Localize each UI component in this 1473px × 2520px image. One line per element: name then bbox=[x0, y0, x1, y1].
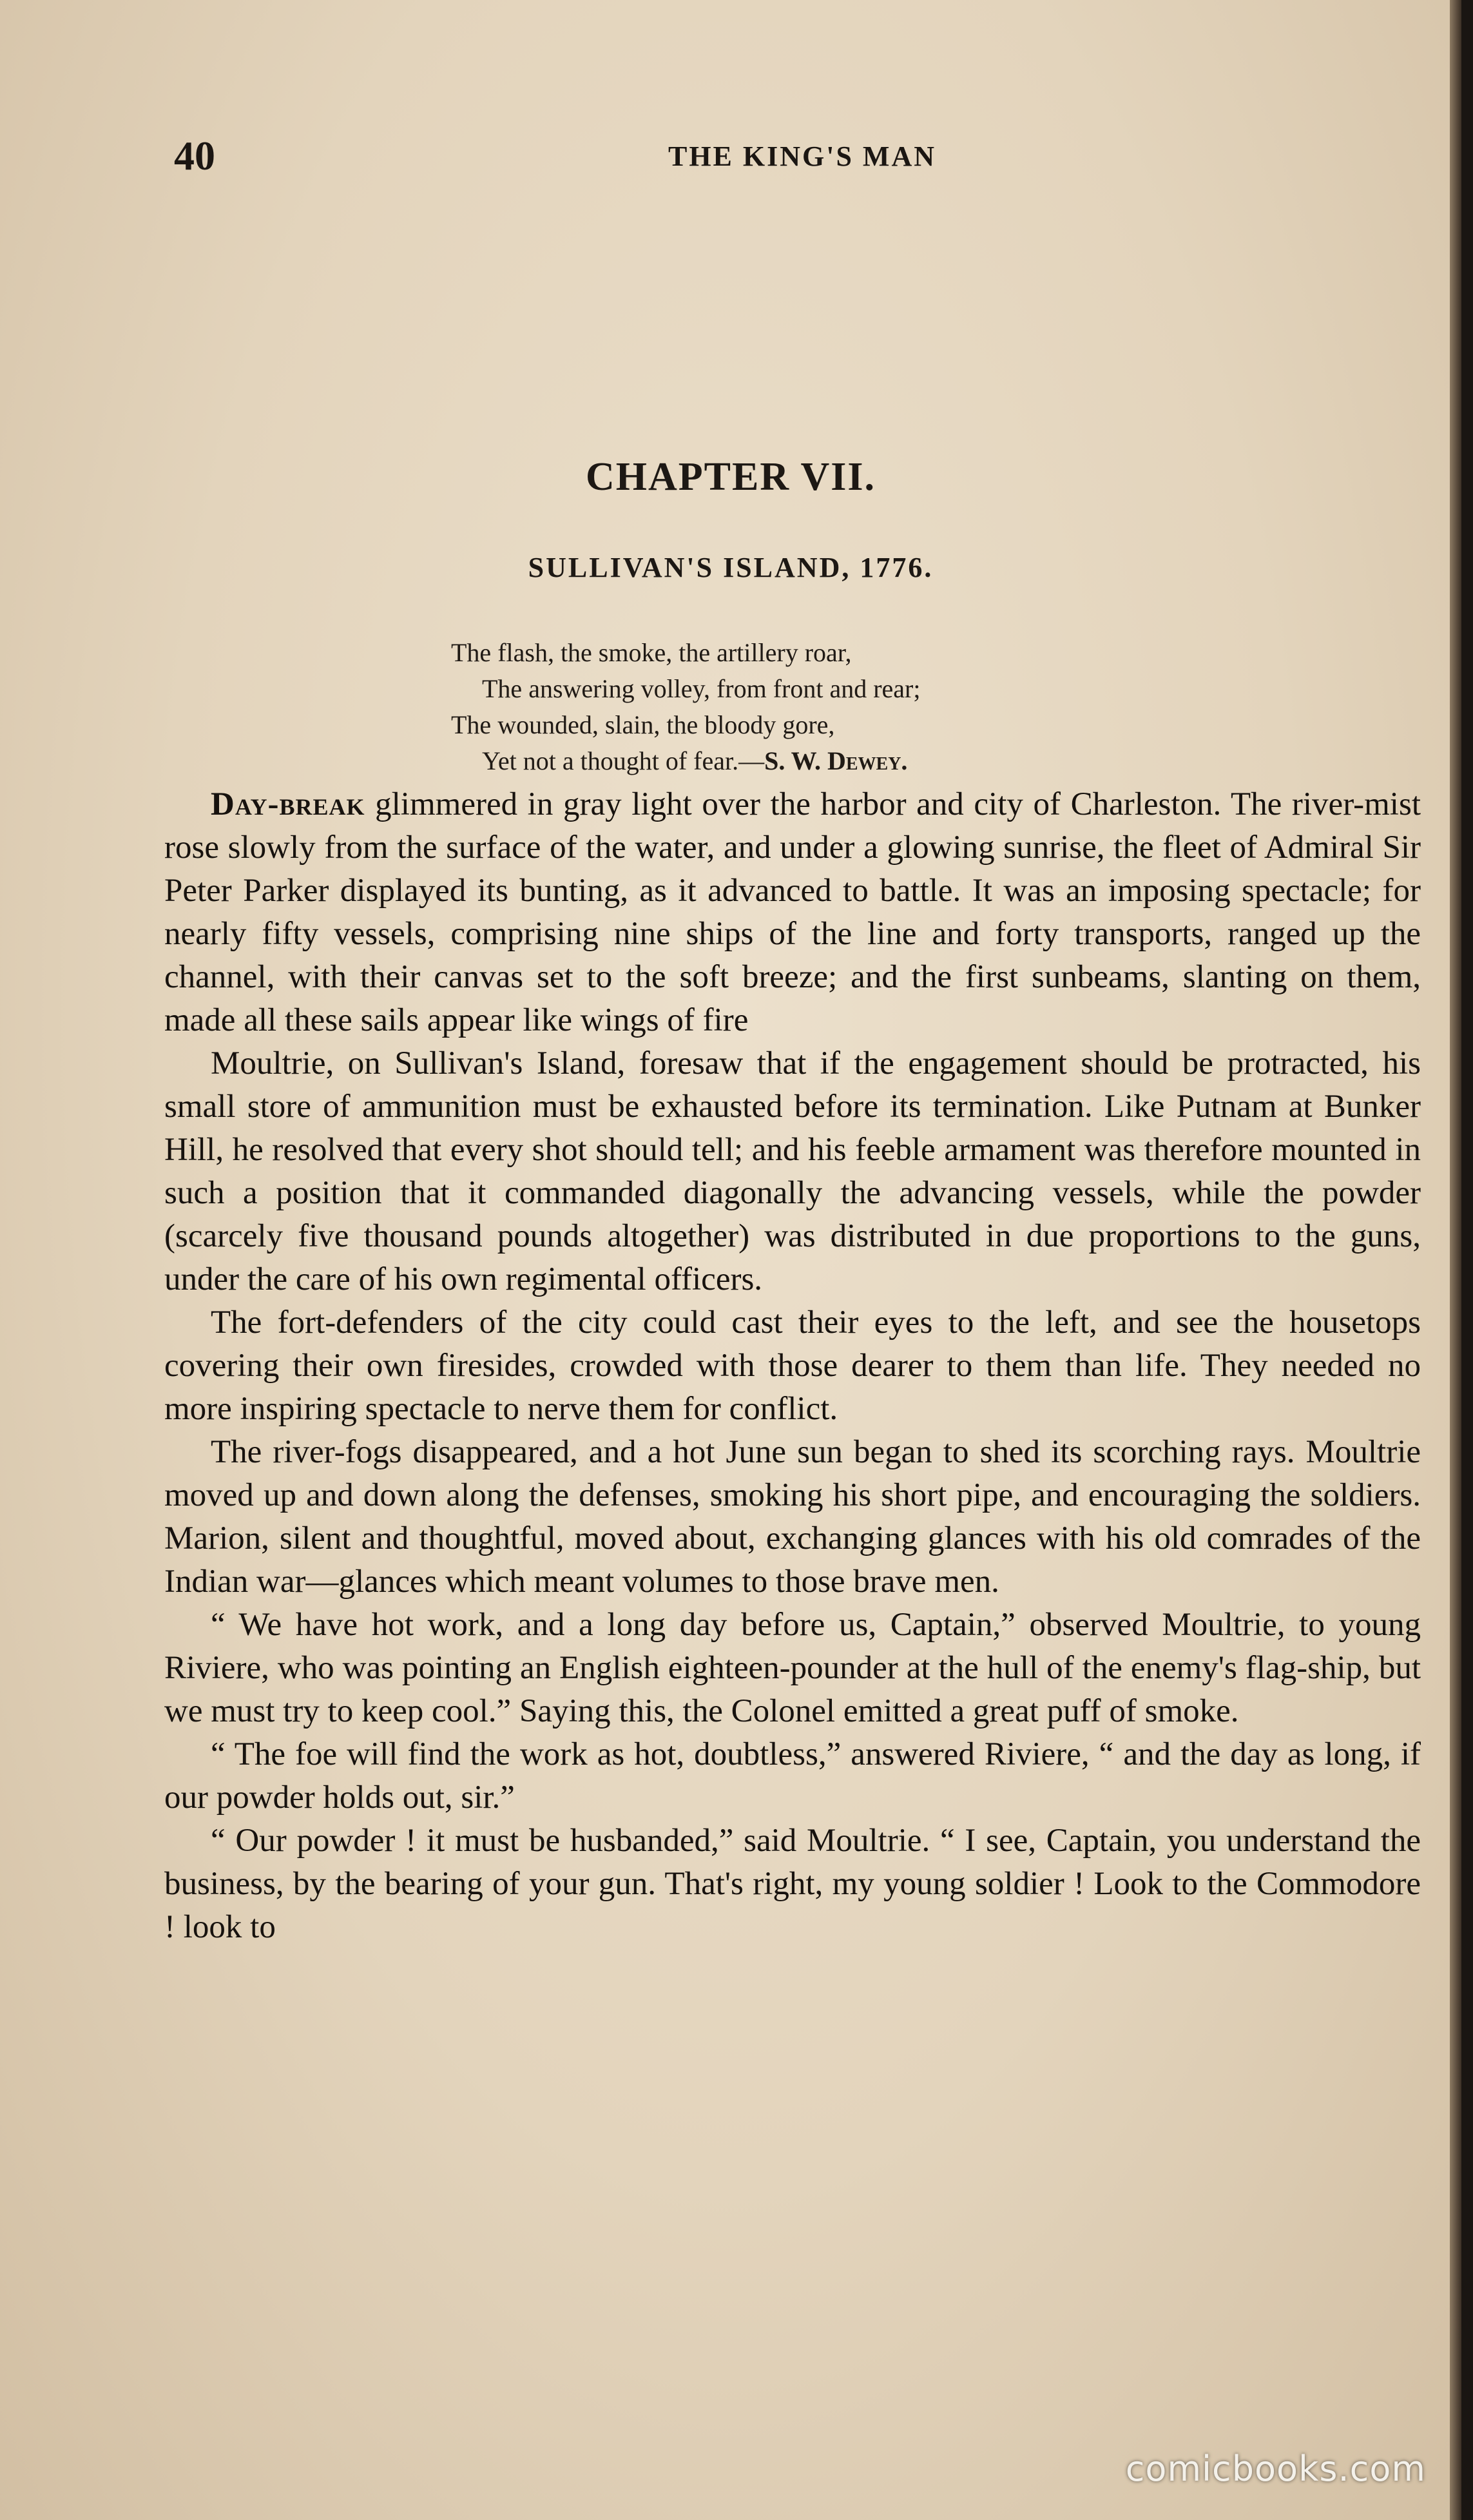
paragraph: “ The foe will find the work as hot, doubtless,” answered Riviere, “ and the day as long, if our powder holds out, sir.” bbox=[164, 1736, 1421, 1816]
chapter-title: CHAPTER VII. bbox=[585, 455, 876, 499]
epigraph-line: The flash, the smoke, the artillery roar, bbox=[451, 638, 852, 667]
body-text bbox=[164, 783, 1421, 1949]
running-head: THE KING'S MAN bbox=[668, 141, 937, 172]
paragraph-text: glimmered in gray light over the harbor and city of Charleston. The river-mist rose slowly from the surface of the water, and under a glowing sunrise, the fleet of Admiral Sir Peter Parker displayed its bunting, as it advanced to battle. It was an imposing spectacle; for nearly fifty vessels, comprising nine ships of the line and forty transports, ranged up the channel, with their canvas set to the soft breeze; and the first sunbeams, slanting on them, made all these sails appear like wings of fire bbox=[164, 786, 1421, 1038]
epigraph-line: The wounded, slain, the bloody gore, bbox=[451, 710, 835, 739]
paragraph: “ Our powder ! it must be husbanded,” said Moultrie. “ I see, Captain, you understand the business, by the bearing of your gun. That's right, my young soldier ! Look to the Commodore ! look to bbox=[164, 1823, 1421, 1945]
epigraph-line bbox=[451, 743, 1289, 779]
page-edge bbox=[1450, 0, 1461, 2520]
epigraph bbox=[451, 635, 1289, 779]
paragraph: “ We have hot work, and a long day before us, Captain,” observed Moultrie, to young Riviere, who was pointing an English eighteen-pounder at the hull of the enemy's flag-ship, but we must try to keep cool.” Saying this, the Colonel emitted a great puff of smoke. bbox=[164, 1607, 1421, 1729]
paragraph: Moultrie, on Sullivan's Island, foresaw that if the engagement should be protracted, his small store of ammunition must be exhausted before its termination. Like Putnam at Bunker Hill, he resolved that every shot should tell; and his feeble armament was therefore mounted in such a position that it commanded diagonally the advancing vessels, while the powder (scarcely five thousand pounds altogether) was distributed in due proportions to the guns, under the care of his own regimental officers. bbox=[164, 1045, 1421, 1297]
paragraph bbox=[164, 783, 1421, 1042]
paragraph: The river-fogs disappeared, and a hot June sun began to shed its scorching rays. Moultrie moved up and down along the defenses, smoking his short pipe, and encouraging the soldiers. Marion, silent and thoughtful, moved about, exchanging glances with his old comrades of the Indian war—glances which meant volumes to those brave men. bbox=[164, 1434, 1421, 1600]
page-number: 40 bbox=[174, 133, 215, 179]
paragraph: The fort-defenders of the city could cast their eyes to the left, and see the housetops covering their own firesides, crowded with those dearer to them than life. They needed no more inspiring spectacle to nerve them for conflict. bbox=[164, 1304, 1421, 1427]
epigraph-line-text: Yet not a thought of fear.— bbox=[482, 746, 765, 775]
epigraph-attribution: S. W. Dewey. bbox=[764, 746, 908, 775]
chapter-subtitle: SULLIVAN'S ISLAND, 1776. bbox=[528, 552, 934, 583]
page-header bbox=[174, 132, 1430, 184]
watermark: comicbooks.com bbox=[1125, 2448, 1426, 2489]
lead-word: Day-break bbox=[211, 786, 365, 822]
epigraph-line: The answering volley, from front and rear; bbox=[482, 674, 921, 703]
